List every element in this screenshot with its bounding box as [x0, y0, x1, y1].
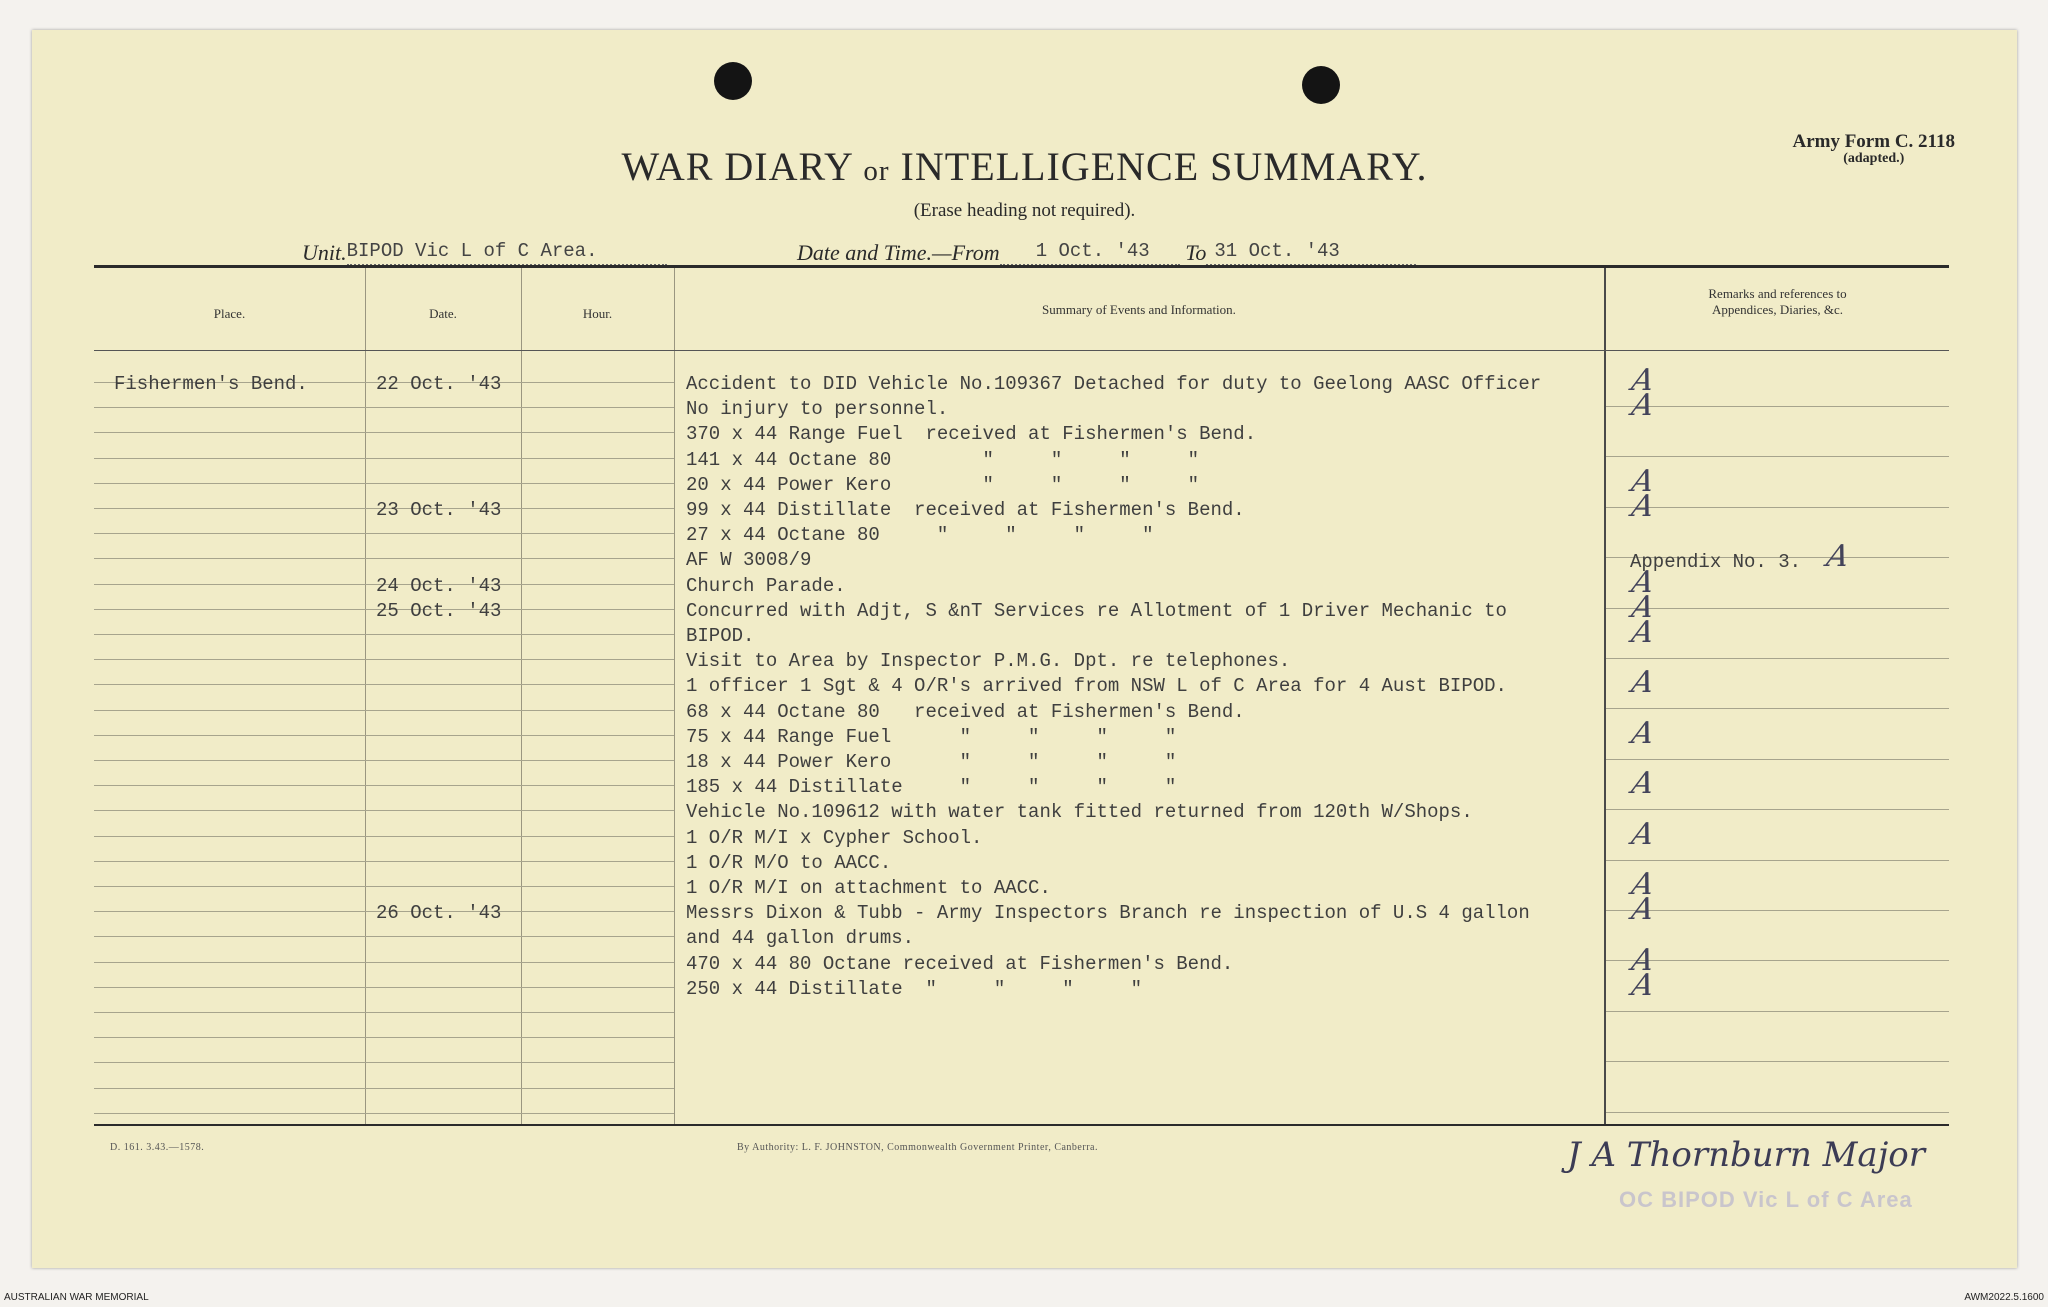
col-divider-hour [674, 268, 675, 1124]
entry-text: AF W 3008/9 [686, 549, 812, 572]
initial-mark-icon: A [1628, 489, 1657, 524]
ruled-line [1606, 507, 1949, 508]
initial-mark-icon: A [1628, 867, 1657, 902]
unit-label: Unit. [302, 240, 347, 265]
punch-hole-right [1302, 66, 1340, 104]
initial-mark-icon: A [1628, 766, 1657, 802]
table-bottom-border [94, 1124, 1949, 1126]
initial-mark-icon: A [1628, 589, 1657, 625]
signature-block [1567, 1135, 1925, 1212]
ruled-line [94, 710, 674, 711]
header-hour: Hour. [582, 306, 613, 321]
entry-text: 27 x 44 Octane 80 " " " " [686, 524, 1154, 547]
ruled-line [94, 1113, 674, 1114]
ruled-line [1606, 658, 1949, 659]
entry-text: 250 x 44 Distillate " " " " [686, 977, 1143, 1000]
table-top-border [94, 265, 1949, 268]
initial-mark-icon: A [1628, 967, 1657, 1003]
printer-authority: By Authority: L. F. JOHNSTON, Commonwealth Government Printer, Canberra. [737, 1142, 1098, 1153]
ruled-line [94, 1062, 674, 1063]
col-divider-summary [1604, 268, 1606, 1124]
entry-text: 1 O/R M/I on attachment to AACC. [686, 877, 1051, 899]
entry-place: Fishermen's Bend. [114, 373, 308, 395]
ruled-line [1606, 759, 1949, 760]
to-label: To [1185, 240, 1207, 265]
entry-text: No injury to personnel. [686, 398, 949, 421]
ruled-line [94, 432, 674, 433]
ruled-line [94, 558, 674, 559]
diary-page [32, 30, 2017, 1268]
ruled-line [94, 458, 674, 459]
ruled-line [94, 836, 674, 837]
initial-mark-icon: A [1628, 564, 1657, 600]
ruled-line [1606, 608, 1949, 609]
ruled-line [94, 987, 674, 988]
ruled-line [94, 810, 674, 811]
ruled-line [94, 735, 674, 736]
ruled-line [94, 760, 674, 761]
entry-date: 22 Oct. '43 [376, 373, 502, 395]
entry-text: 99 x 44 Distillate received at Fishermen's Bend. [686, 499, 1245, 521]
entry-text: Vehicle No.109612 with water tank fitted returned from 120th W/Shops. [686, 801, 1473, 824]
initial-mark-icon: A [1628, 942, 1657, 978]
header-remarks [1606, 286, 1949, 318]
entry-text: 75 x 44 Range Fuel " " " " [686, 725, 1177, 748]
initial-mark-icon: A [1628, 363, 1657, 398]
ruled-line [94, 407, 674, 408]
ruled-line [1606, 910, 1949, 911]
header-summary: Summary of Events and Information. [1042, 302, 1236, 317]
ruled-line [94, 659, 674, 660]
header-place: Place. [213, 306, 246, 321]
entry-text: Messrs Dixon & Tubb - Army Inspectors Branch re inspection of U.S 4 gallon [686, 902, 1530, 925]
entry-text: 1 O/R M/O to AACC. [686, 851, 892, 874]
date-from: 1 Oct. '43 [1035, 240, 1150, 262]
date-from-field [1000, 242, 1180, 266]
punch-hole-left [714, 62, 752, 100]
entry-date: 24 Oct. '43 [376, 574, 502, 597]
ruled-line [94, 962, 674, 963]
entry-text: Visit to Area by Inspector P.M.G. Dpt. re telephones. [686, 650, 1291, 673]
entry-text: 185 x 44 Distillate " " " " [686, 776, 1177, 799]
initial-mark-icon: A [1628, 816, 1657, 852]
ruled-line [94, 886, 674, 887]
entry-text: 18 x 44 Power Kero " " " " [686, 751, 1177, 773]
ruled-line [1606, 860, 1949, 861]
ruled-line [1606, 1011, 1949, 1012]
form-number-text: Army Form C. 2118 [1792, 131, 1955, 152]
entry-remark: Appendix No. 3. [1630, 551, 1802, 574]
header-remarks-line2: Appendices, Diaries, &c. [1711, 302, 1844, 317]
unit-field [347, 242, 667, 266]
unit-stamp: OC BIPOD Vic L of C Area [1619, 1187, 1913, 1212]
erase-note: (Erase heading not required). [913, 200, 1136, 221]
ruled-line [1606, 1061, 1949, 1062]
col-divider-date [521, 268, 522, 1124]
entry-text: 68 x 44 Octane 80 received at Fishermen's Bend. [686, 700, 1245, 723]
ruled-line [1606, 809, 1949, 810]
ruled-line [94, 634, 674, 635]
source-caption: AUSTRALIAN WAR MEMORIAL [4, 1292, 149, 1303]
unit-value: BIPOD Vic L of C Area. [346, 240, 598, 262]
entry-date: 26 Oct. '43 [376, 902, 502, 925]
ruled-line [1606, 456, 1949, 457]
entry-text: BIPOD. [686, 625, 755, 647]
accession-number: AWM2022.5.1600 [1964, 1292, 2044, 1303]
ruled-line [1606, 1112, 1949, 1113]
header-remarks-line1: Remarks and references to [1708, 286, 1847, 301]
date-label: Date and Time.—From [797, 240, 1000, 265]
ruled-line [94, 684, 674, 685]
initial-mark-icon: A [1628, 892, 1657, 928]
ruled-line [1606, 708, 1949, 709]
entry-text: 1 O/R M/I x Cypher School. [686, 826, 983, 849]
date-to: 31 Oct. '43 [1214, 240, 1340, 262]
ruled-line [94, 1012, 674, 1013]
entry-text: Accident to DID Vehicle No.109367 Detached for duty to Geelong AASC Officer [686, 373, 1542, 395]
ruled-line [94, 785, 674, 786]
form-adapted: (adapted.) [1843, 150, 1905, 166]
initial-mark-icon: A [1628, 615, 1657, 650]
ruled-line [94, 1037, 674, 1038]
ruled-line [94, 1088, 674, 1089]
entry-text: 470 x 44 80 Octane received at Fishermen's Bend. [686, 952, 1234, 975]
ruled-line [94, 861, 674, 862]
ruled-line [1606, 960, 1949, 961]
initial-mark-icon: A [1628, 665, 1657, 701]
ruled-line [94, 936, 674, 937]
entry-text: Church Parade. [686, 574, 846, 597]
header-rule [94, 350, 1949, 351]
print-code: D. 161. 3.43.—1578. [110, 1142, 205, 1153]
initial-mark-icon: A [1628, 463, 1657, 499]
entry-text: 1 officer 1 Sgt & 4 O/R's arrived from NSW L of C Area for 4 Aust BIPOD. [686, 675, 1507, 698]
entry-text: Concurred with Adjt, S &nT Services re Allotment of 1 Driver Mechanic to [686, 599, 1507, 622]
handwritten-signature: J A Thornburn Major [1567, 1135, 1925, 1175]
col-divider-place [365, 268, 366, 1124]
title-part2: INTELLIGENCE SUMMARY. [900, 144, 1428, 189]
entry-text: 141 x 44 Octane 80 " " " " [686, 448, 1200, 471]
date-line [797, 240, 1416, 266]
entry-date: 23 Oct. '43 [376, 499, 502, 521]
page-title [32, 143, 2017, 190]
ruled-line [1606, 406, 1949, 407]
entry-date: 25 Oct. '43 [376, 599, 502, 622]
title-part1: WAR DIARY [621, 144, 853, 189]
unit-line [302, 240, 667, 266]
initial-mark-icon: A [1628, 388, 1657, 424]
entry-text: 370 x 44 Range Fuel received at Fishermen's Bend. [686, 423, 1257, 446]
entry-text: 20 x 44 Power Kero " " " " [686, 473, 1200, 496]
initial-mark-icon: A [1823, 539, 1852, 575]
ruled-line [94, 533, 674, 534]
form-number [1792, 132, 1955, 167]
title-or: or [863, 155, 890, 187]
initial-mark-icon: A [1628, 715, 1657, 751]
ruled-line [94, 483, 674, 484]
header-date: Date. [429, 306, 457, 321]
entry-text: and 44 gallon drums. [686, 927, 915, 950]
date-to-field [1206, 242, 1416, 266]
